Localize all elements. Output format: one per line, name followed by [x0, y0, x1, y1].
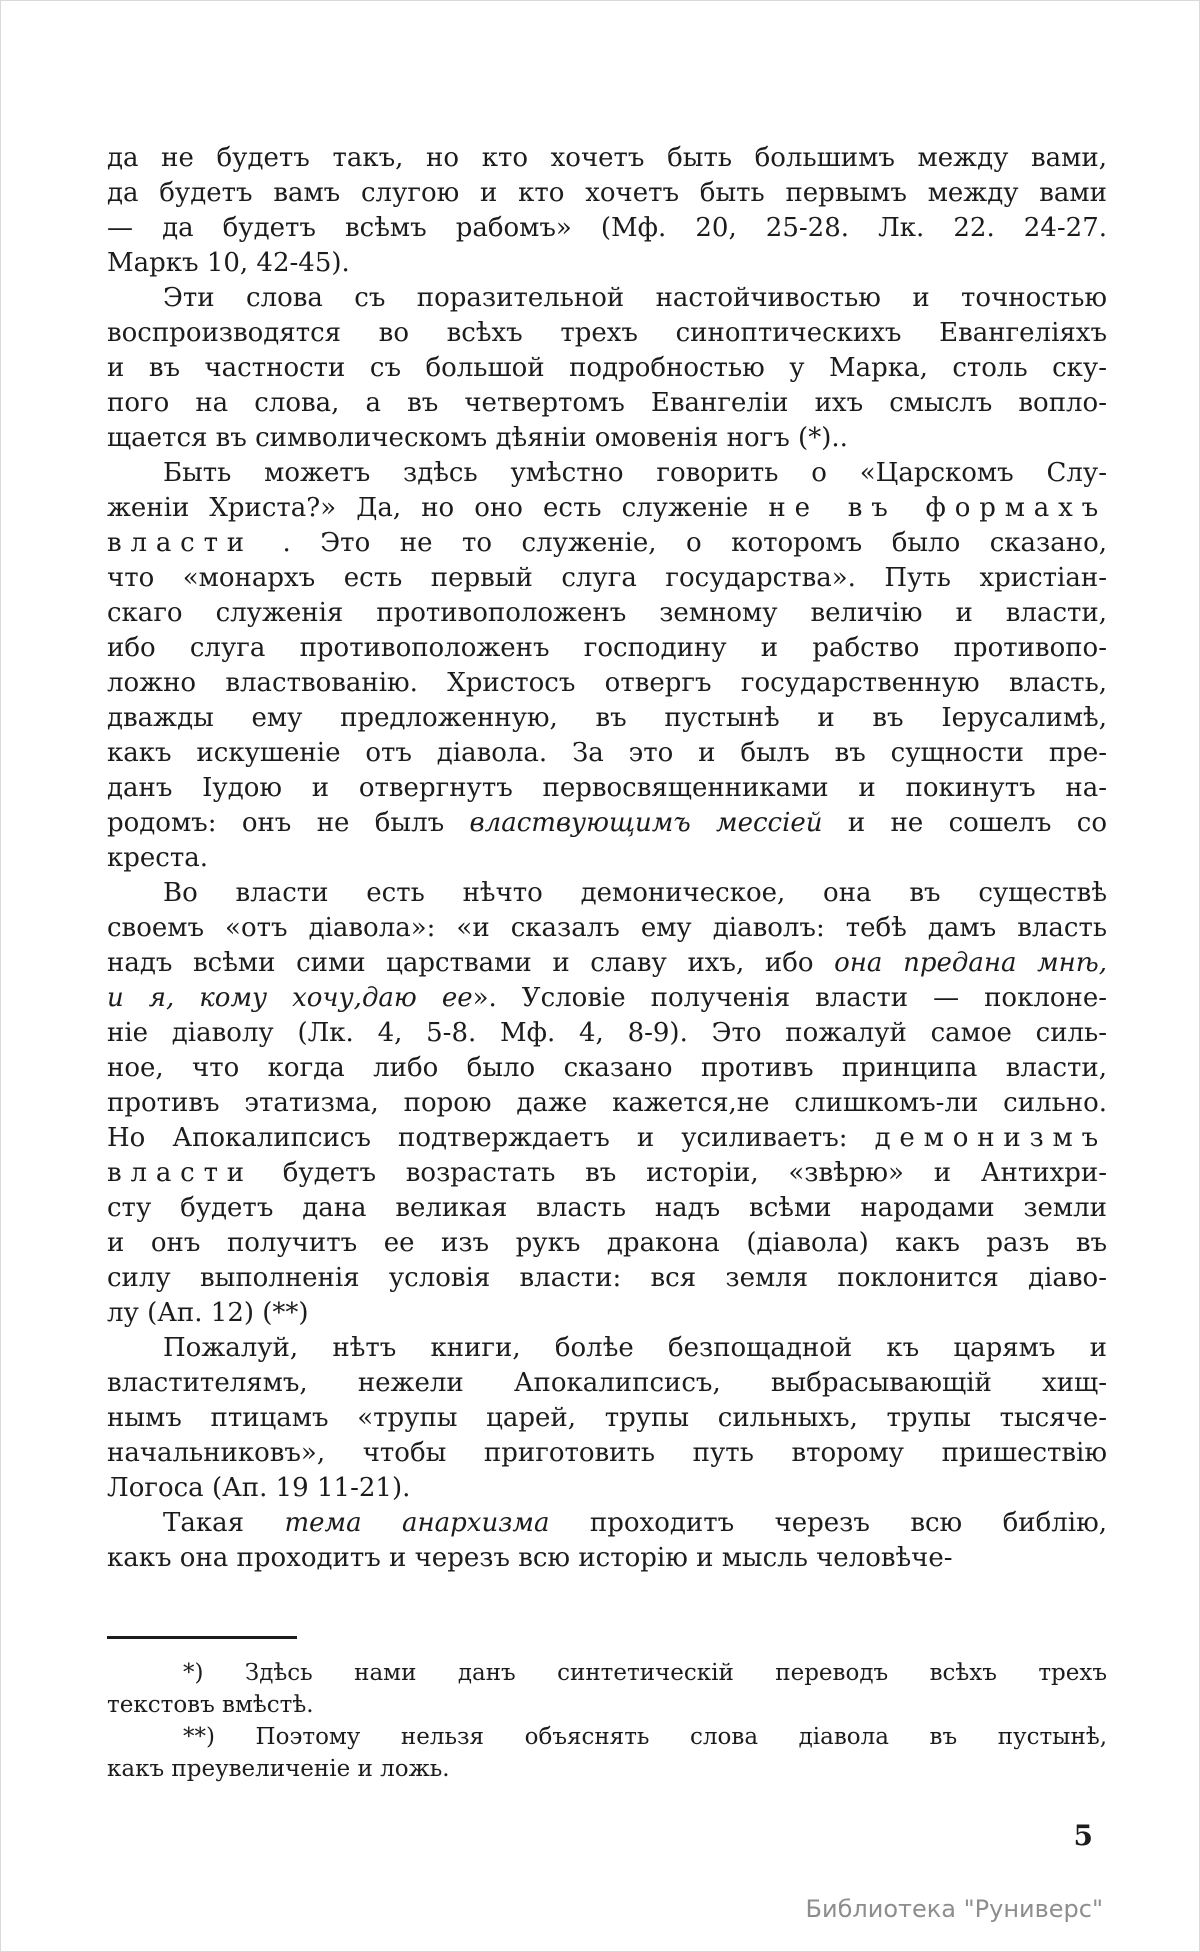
footnote-separator [107, 1636, 297, 1639]
text-line [107, 421, 1107, 456]
text-line [107, 911, 1107, 946]
text-line [107, 561, 1107, 596]
text-segment: . Это не то служеніе, о которомъ было сказано, [252, 528, 1107, 558]
text-segment: данъ Іудою и отвергнутъ первосвященниками и покинутъ на- [107, 773, 1107, 803]
text-line [107, 1261, 1107, 1296]
text-line [107, 1657, 1107, 1689]
text-segment: и въ частности съ большой подробностью у Марка, столь ску- [107, 353, 1107, 383]
text-line [107, 701, 1107, 736]
text-segment: креста. [107, 843, 208, 873]
text-segment: *) Здѣсь нами данъ синтетическій переводъ всѣхъ трехъ [183, 1660, 1107, 1686]
text-line [107, 1689, 1107, 1721]
text-segment: ное, что когда либо было сказано противъ принципа власти, [107, 1053, 1107, 1083]
text-segment: начальниковъ», чтобы приготовить путь второму пришествію [107, 1438, 1107, 1468]
text-line [107, 351, 1107, 386]
text-line [107, 491, 1107, 526]
text-segment: Такая [163, 1508, 285, 1538]
text-line [107, 526, 1107, 561]
text-segment: какъ искушеніе отъ діавола. За это и былъ въ сущности пре- [107, 738, 1107, 768]
text-line [107, 876, 1107, 911]
paragraph [107, 1331, 1107, 1506]
text-line [107, 1191, 1107, 1226]
text-segment: властвующимъ мессіей [469, 808, 823, 838]
text-segment: ». Условіе полученія власти — поклоне- [472, 983, 1107, 1013]
text-segment: силу выполненія условія власти: вся земля поклонится діаво- [107, 1263, 1107, 1293]
text-line [107, 1366, 1107, 1401]
text-line [107, 281, 1107, 316]
text-segment: **) Поэтому нельзя объяснять слова діавола въ пустынѣ, [183, 1724, 1107, 1750]
text-segment: родомъ: онъ не былъ [107, 808, 470, 838]
paragraph [107, 456, 1107, 876]
page-content [107, 141, 1107, 1785]
text-segment: женіи Христа?» Да, но оно есть служеніе [107, 493, 769, 523]
text-segment: Эти слова съ поразительной настойчивостью и точностью [163, 283, 1107, 313]
text-segment: и онъ получитъ ее изъ рукъ дракона (діавола) какъ разъ въ [107, 1228, 1107, 1258]
paragraph [107, 1506, 1107, 1576]
text-line [107, 946, 1107, 981]
text-line [107, 246, 1107, 281]
text-line [107, 1226, 1107, 1261]
text-line [107, 736, 1107, 771]
text-segment: пого на слова, а въ четвертомъ Евангеліи ихъ смыслъ вопло- [107, 388, 1107, 418]
text-line [107, 1401, 1107, 1436]
text-segment: да не будетъ такъ, но кто хочетъ быть большимъ между вами, [107, 143, 1107, 173]
text-line [107, 211, 1107, 246]
paragraph [107, 1721, 1107, 1785]
text-segment: ложно властвованію. Христосъ отвергъ государственную власть, [107, 668, 1107, 698]
text-segment: текстовъ вмѣстѣ. [107, 1692, 314, 1718]
text-segment: тема анархизма [284, 1508, 550, 1538]
text-segment: какъ она проходитъ и черезъ всю исторію и мысль человѣче- [107, 1543, 953, 1573]
text-segment: Логоса (Ап. 19 11-21). [107, 1473, 411, 1503]
text-line [107, 771, 1107, 806]
text-segment: и не сошелъ со [822, 808, 1107, 838]
text-line [107, 1086, 1107, 1121]
text-segment: Но Апокалипсисъ подтверждаетъ и усиливаетъ: [107, 1123, 875, 1153]
text-segment: Маркъ 10, 42-45). [107, 248, 350, 278]
text-segment: не въ формахъ [768, 493, 1107, 523]
text-segment: будетъ возрастать въ исторіи, «звѣрю» и Антихри- [252, 1158, 1107, 1188]
text-segment: власти [107, 1158, 253, 1188]
text-line [107, 1721, 1107, 1753]
page-number: 5 [1073, 1819, 1093, 1852]
text-segment: сту будетъ дана великая власть надъ всѣми народами земли [107, 1193, 1107, 1223]
text-segment: щается въ символическомъ дѣяніи омовенія ногъ (*).. [107, 423, 848, 453]
text-segment: противъ этатизма, порою даже кажется,не слишкомъ-ли сильно. [107, 1088, 1107, 1118]
text-line [107, 1753, 1107, 1785]
text-segment: Быть можетъ здѣсь умѣстно говорить о «Царскомъ Слу- [163, 458, 1107, 488]
text-segment: проходитъ черезъ всю библію, [549, 1508, 1108, 1538]
text-segment: дважды ему предложенную, въ пустынѣ и въ Іерусалимѣ, [107, 703, 1107, 733]
text-segment: властителямъ, нежели Апокалипсисъ, выбрасывающій хищ- [107, 1368, 1107, 1398]
text-line [107, 316, 1107, 351]
text-segment: Пожалуй, нѣтъ книги, болѣе безпощадной къ царямъ и [163, 1333, 1107, 1363]
text-line [107, 1541, 1107, 1576]
text-segment: какъ преувеличеніе и ложь. [107, 1756, 450, 1782]
text-line [107, 386, 1107, 421]
text-segment: надъ всѣми сими царствами и славу ихъ, ибо [107, 948, 835, 978]
text-segment: воспроизводятся во всѣхъ трехъ синоптическихъ Евангеліяхъ [107, 318, 1107, 348]
text-line [107, 1121, 1107, 1156]
text-segment: скаго служенія противоположенъ земному величію и власти, [107, 598, 1107, 628]
paragraph [107, 876, 1107, 1331]
text-segment: Во власти есть нѣчто демоническое, она въ существѣ [163, 878, 1107, 908]
text-segment: ибо слуга противоположенъ господину и рабство противопо- [107, 633, 1107, 663]
text-line [107, 456, 1107, 491]
text-line [107, 596, 1107, 631]
paragraph [107, 281, 1107, 456]
text-segment: нымъ птицамъ «трупы царей, трупы сильныхъ, трупы тысяче- [107, 1403, 1107, 1433]
text-line [107, 841, 1107, 876]
text-segment: демонизмъ [874, 1123, 1107, 1153]
text-line [107, 1051, 1107, 1086]
text-segment: она предана мнѣ, [834, 948, 1107, 978]
text-line [107, 1016, 1107, 1051]
watermark: Библиотека "Руниверс" [805, 1895, 1103, 1923]
text-line [107, 631, 1107, 666]
main-text [107, 141, 1107, 1576]
text-line [107, 981, 1107, 1016]
text-segment: да будетъ вамъ слугою и кто хочетъ быть первымъ между вами [107, 178, 1107, 208]
text-segment: лу (Ап. 12) (**) [107, 1298, 309, 1328]
text-segment: ніе діаволу (Лк. 4, 5-8. Мф. 4, 8-9). Это пожалуй самое силь- [107, 1018, 1107, 1048]
paragraph [107, 141, 1107, 281]
text-segment: — да будетъ всѣмъ рабомъ» (Мф. 20, 25-28. Лк. 22. 24-27. [107, 213, 1107, 243]
text-line [107, 1331, 1107, 1366]
text-line [107, 1156, 1107, 1191]
text-line [107, 806, 1107, 841]
text-line [107, 1471, 1107, 1506]
footnotes [107, 1657, 1107, 1785]
text-line [107, 176, 1107, 211]
text-line [107, 141, 1107, 176]
text-line [107, 1436, 1107, 1471]
text-line [107, 666, 1107, 701]
text-line [107, 1506, 1107, 1541]
text-segment: власти [107, 528, 253, 558]
text-line [107, 1296, 1107, 1331]
paragraph [107, 1657, 1107, 1721]
text-segment: своемъ «отъ діавола»: «и сказалъ ему діаволъ: тебѣ дамъ власть [107, 913, 1107, 943]
text-segment: что «монархъ есть первый слуга государства». Путь христіан- [107, 563, 1107, 593]
text-segment: и я, кому хочу,даю ее [107, 983, 473, 1013]
